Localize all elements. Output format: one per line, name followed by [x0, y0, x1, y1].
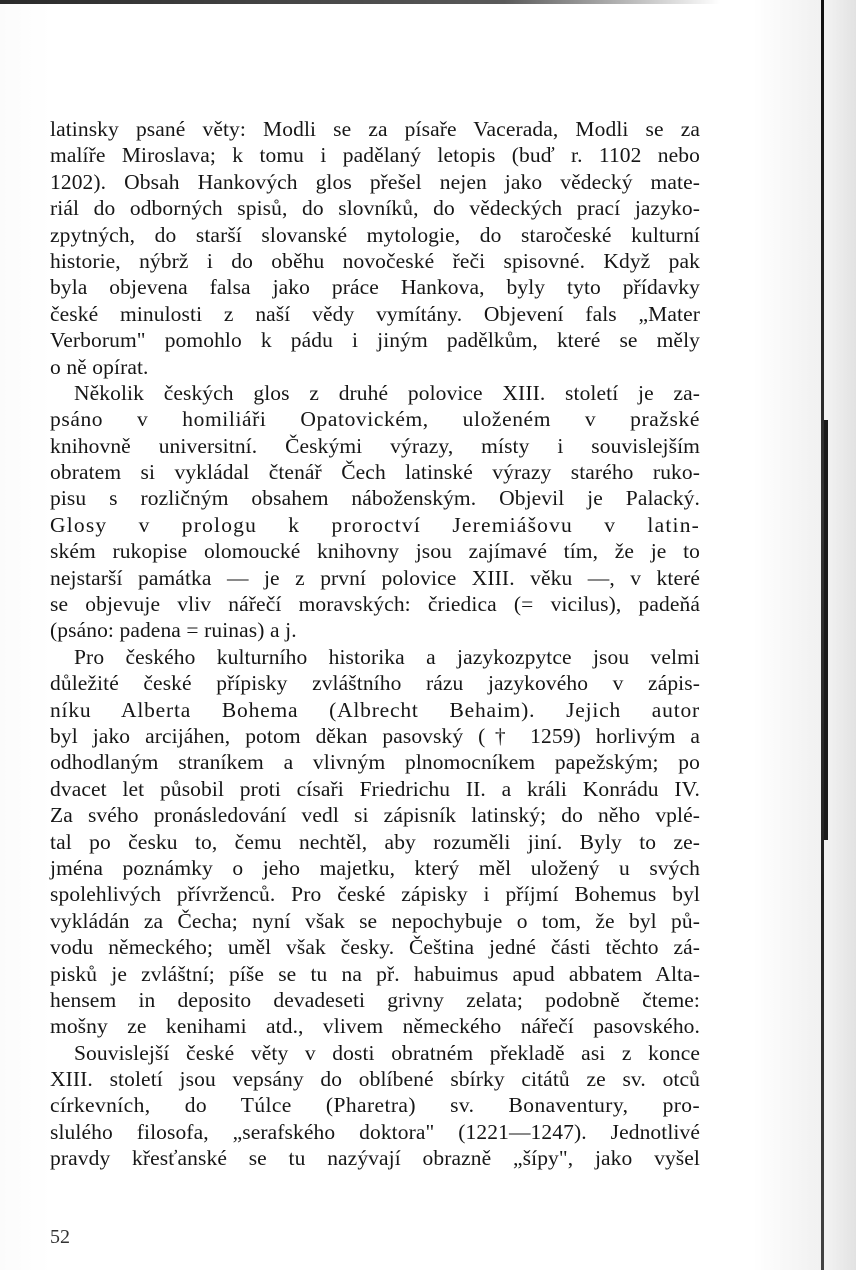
- text-line: jména poznámky o jeho majetku, který měl uložený u svých: [50, 855, 700, 880]
- text-line: Verborum" pomohlo k pádu i jiným padělkům, které se měly: [50, 328, 700, 353]
- text-line: zpytných, do starší slovanské mytologie, do staročeské kulturní: [50, 222, 700, 247]
- text-line: malíře Miroslava; k tomu i padělaný letopis (buď r. 1102 nebo: [50, 143, 700, 168]
- text-line: byla objevena falsa jako práce Hankova, byly tyto přídavky: [50, 275, 700, 300]
- text-line: české minulosti z naší vědy vymítány. Objevení fals „Mater: [50, 301, 700, 326]
- text-line: důležité české přípisky zvláštního rázu jazykového v zápis-: [50, 671, 700, 696]
- text-line: obratem si vykládal čtenář Čech latinské výrazy starého ruko-: [50, 460, 700, 485]
- text-line: se objevuje vliv nářečí moravských: čriedica (= vicilus), padeňá: [50, 592, 700, 617]
- text-line: níku Alberta Bohema (Albrecht Behaim). Jejich autor: [50, 697, 700, 722]
- text-line: odhodlaným straníkem a vlivným plnomocníkem papežským; po: [50, 750, 700, 775]
- text-line: historie, nýbrž i do oběhu novočeské řeči spisovné. Když pak: [50, 248, 700, 273]
- text-line: slulého filosofa, „serafského doktora" (1221—1247). Jednotlivé: [50, 1119, 700, 1144]
- text-line: byl jako arcijáhen, potom děkan pasovský († 1259) horlivým a: [50, 723, 700, 748]
- paragraph-start: Souvislejší české věty v dosti obratném překladě asi z konce: [74, 1040, 700, 1065]
- text-line: latinsky psané věty: Modli se za písaře Vacerada, Modli se za: [50, 117, 700, 141]
- text-line: psáno v homiliáři Opatovickém, uloženém v pražské: [50, 407, 700, 432]
- text-line: o ně opírat.: [50, 354, 149, 379]
- page-number: 52: [50, 1226, 70, 1248]
- book-binding-shadow: [808, 0, 856, 1270]
- text-line: tal po česku to, čemu nechtěl, aby rozuměli jiní. Byly to ze-: [50, 829, 700, 854]
- text-line: vodu německého; uměl však česky. Čeština jedné části těchto zá-: [50, 935, 700, 960]
- text-line: církevních, do Túlce (Pharetra) sv. Bonaventury, pro-: [50, 1093, 700, 1118]
- text-line: Za svého pronásledování vedl si zápisník latinský; do něho vplé-: [50, 803, 700, 828]
- text-line: vykládán za Čecha; nyní však se nepochybuje o tom, že byl pů-: [50, 908, 700, 933]
- page-top-edge: [0, 0, 720, 4]
- text-line: pisu s rozličným obsahem náboženským. Objevil je Palacký.: [50, 486, 700, 511]
- body-text: [50, 116, 700, 1172]
- text-line: XIII. století jsou vepsány do oblíbené sbírky citátů ze sv. otců: [50, 1067, 700, 1092]
- text-line: riál do odborných spisů, do slovníků, do vědeckých prací jazyko-: [50, 196, 700, 221]
- text-line: knihovně universitní. Českými výrazy, místy i souvislejším: [50, 433, 700, 458]
- text-line: dvacet let působil proti císaři Friedrichu II. a králi Konrádu IV.: [50, 776, 700, 801]
- text-line: 1202). Obsah Hankových glos přešel nejen jako vědecký mate-: [50, 169, 700, 194]
- text-line: mošny ze kenihami atd., vlivem německého nářečí pasovského.: [50, 1014, 700, 1039]
- text-line: nejstarší památka — je z první polovice XIII. věku —, v které: [50, 565, 700, 590]
- text-line: ském rukopise olomoucké knihovny jsou zajímavé tím, že je to: [50, 539, 700, 564]
- paragraph-start: Pro českého kulturního historika a jazykozpytce jsou velmi: [74, 644, 700, 669]
- book-binding-edge-thick: [824, 420, 828, 840]
- paragraph-start: Několik českých glos z druhé polovice XIII. století je za-: [74, 380, 700, 405]
- text-line: (psáno: padena = ruinas) a j.: [50, 618, 297, 643]
- text-line: pisků je zvláštní; píše se tu na př. habuimus apud abbatem Alta-: [50, 961, 700, 986]
- text-line: hensem in deposito devadeseti grivny zelata; podobně čteme:: [50, 987, 700, 1012]
- text-line: pravdy křesťanské se tu nazývají obrazně „šípy", jako vyšel: [50, 1146, 700, 1171]
- text-line: Glosy v prologu k proroctví Jeremiášovu v latin-: [50, 512, 700, 537]
- text-line: spolehlivých přívrženců. Pro české zápisky i příjmí Bohemus byl: [50, 882, 700, 907]
